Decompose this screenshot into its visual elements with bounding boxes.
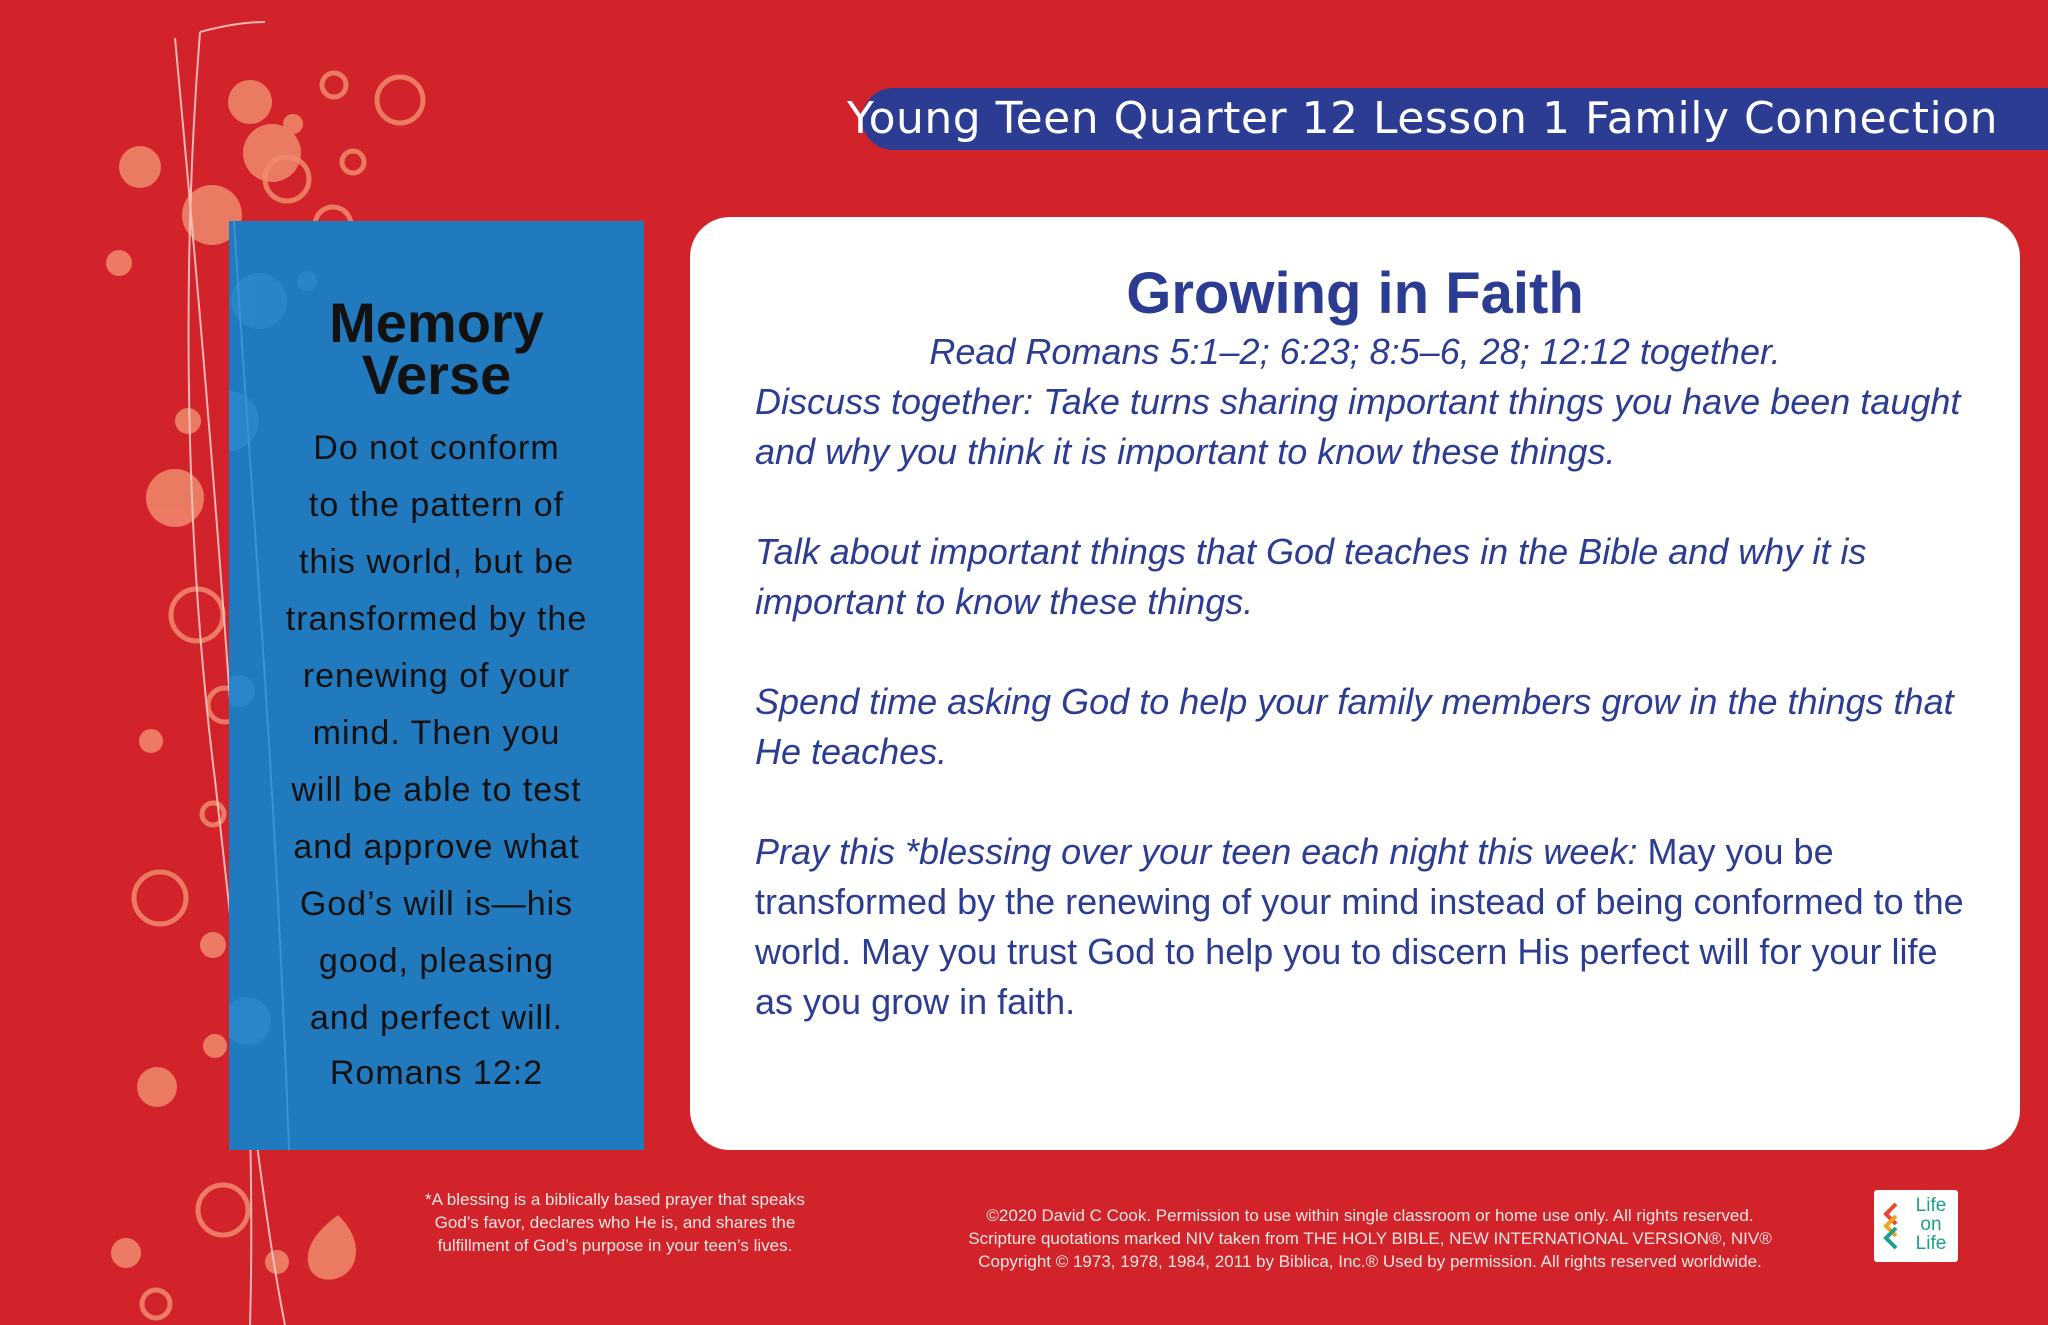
spend-paragraph: Spend time asking God to help your family members grow in the things that He teaches. bbox=[755, 681, 1954, 772]
memory-verse-panel bbox=[229, 221, 644, 1150]
footnote-line: *A blessing is a biblically based prayer that speaks bbox=[425, 1190, 805, 1209]
copyright-line: ©2020 David C Cook. Permission to use within single classroom or home use only. All rights reserved. bbox=[986, 1206, 1754, 1225]
verse-line: Do not conform bbox=[313, 429, 560, 467]
footnote-line: fulfillment of God’s purpose in your teen’s lives. bbox=[437, 1236, 793, 1255]
card-body bbox=[755, 377, 1970, 1027]
verse-reference: Romans 12:2 bbox=[329, 1054, 544, 1092]
memory-verse-text bbox=[249, 420, 624, 1047]
pray-intro: Pray this *blessing over your teen each night this week: bbox=[755, 831, 1638, 872]
verse-line: and approve what bbox=[293, 828, 580, 866]
reading-assignment: Read Romans 5:1–2; 6:23; 8:5–6, 28; 12:12 together. bbox=[929, 331, 1781, 372]
verse-line: this world, but be bbox=[298, 543, 575, 581]
card-title: Growing in Faith bbox=[1126, 261, 1584, 326]
blessing-footnote bbox=[390, 1188, 840, 1257]
heading-line: Verse bbox=[361, 343, 512, 406]
copyright-notice bbox=[900, 1204, 1840, 1273]
logo-chevrons-icon bbox=[1880, 1202, 1904, 1252]
verse-line: God’s will is—his bbox=[299, 885, 574, 923]
verse-line: and perfect will. bbox=[309, 999, 564, 1037]
lesson-card bbox=[690, 217, 2020, 1150]
verse-line: will be able to test bbox=[291, 771, 582, 809]
heading-line: Memory bbox=[329, 291, 544, 354]
copyright-line: Scripture quotations marked NIV taken from THE HOLY BIBLE, NEW INTERNATIONAL VERSION®, NIV® bbox=[968, 1229, 1772, 1248]
talk-paragraph: Talk about important things that God teaches in the Bible and why it is important to know these things. bbox=[755, 531, 1867, 622]
header-banner bbox=[847, 88, 2048, 150]
copyright-line: Copyright © 1973, 1978, 1984, 2011 by Biblica, Inc.® Used by permission. All rights reserved worldwide. bbox=[978, 1252, 1762, 1271]
pray-paragraph bbox=[755, 827, 1970, 1027]
header-title: Young Teen Quarter 12 Lesson 1 Family Connection bbox=[847, 93, 1998, 144]
verse-line: renewing of your bbox=[302, 657, 571, 695]
footnote-line: God’s favor, declares who He is, and shares the bbox=[434, 1213, 796, 1232]
logo-line: Life bbox=[1915, 1233, 1947, 1254]
verse-line: to the pattern of bbox=[308, 486, 565, 524]
verse-line: good, pleasing bbox=[318, 942, 555, 980]
logo-line: on bbox=[1920, 1214, 1942, 1235]
verse-line: mind. Then you bbox=[312, 714, 561, 752]
logo-text bbox=[1907, 1196, 1955, 1253]
verse-line: transformed by the bbox=[285, 600, 588, 638]
discuss-paragraph: Discuss together: Take turns sharing important things you have been taught and why you think it is important to know these things. bbox=[755, 381, 1961, 472]
logo-line: Life bbox=[1915, 1195, 1947, 1216]
memory-verse-heading bbox=[229, 291, 644, 406]
life-on-life-logo bbox=[1874, 1190, 1958, 1262]
pray-blessing: May you be transformed by the renewing of your mind instead of being conformed to the world. May you trust God to help you to discern His perfect will for your life as you grow in faith. bbox=[755, 831, 1964, 1022]
